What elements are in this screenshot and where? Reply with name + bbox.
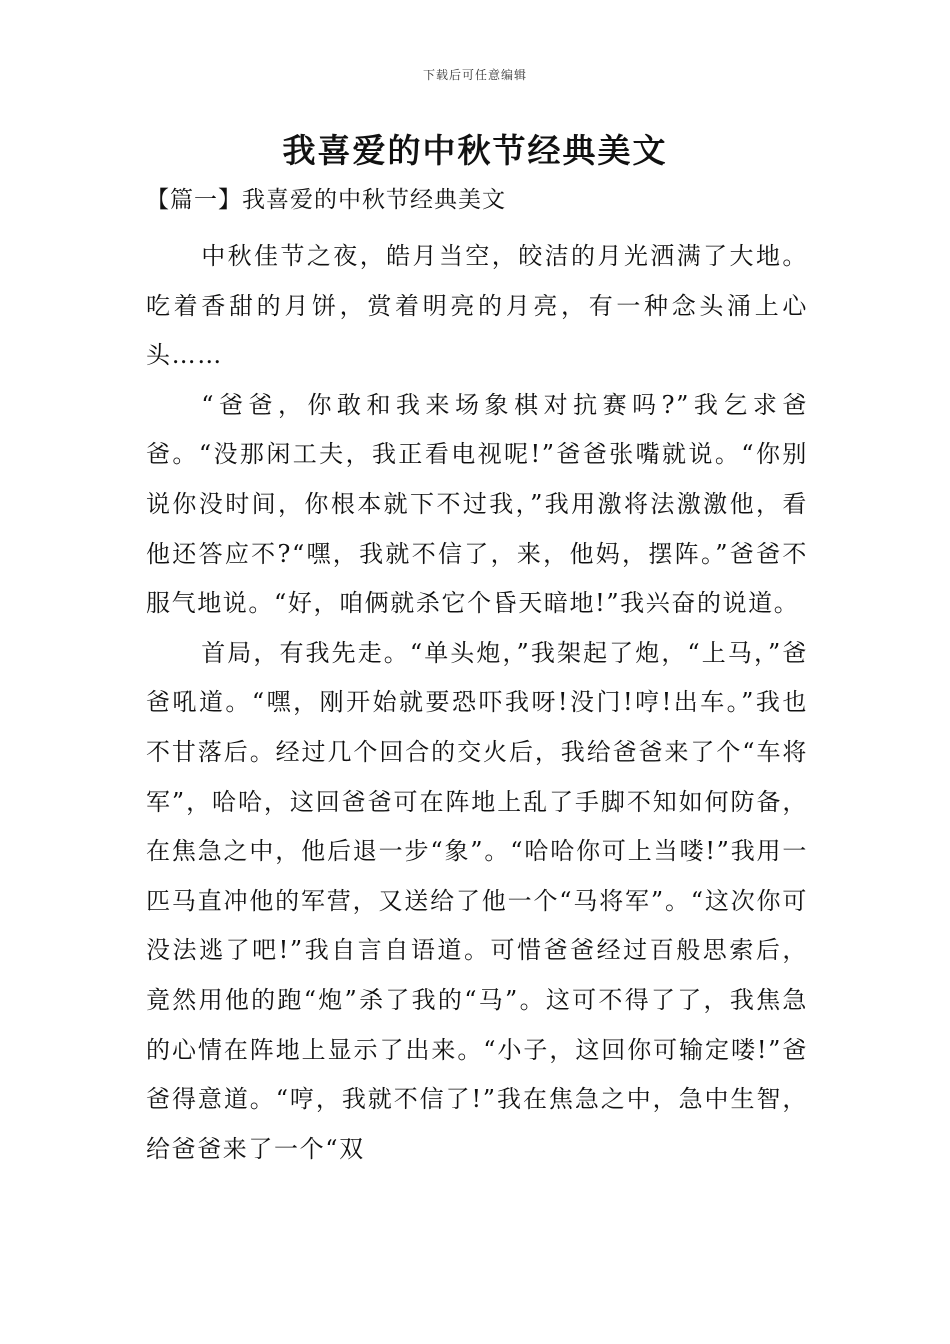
- document-body: [146, 182, 808, 1174]
- document-title: 我喜爱的中秋节经典美文: [282, 131, 668, 170]
- paragraph-3: 首局，有我先走。“单头炮，”我架起了炮，“上马，”爸爸吼道。“嘿，刚开始就要恐吓我呀!没门!哼!出车。”我也不甘落后。经过几个回合的交火后，我给爸爸来了个“车将军”，哈哈，这回爸爸可在阵地上乱了手脚不知如何防备，在焦急之中，他后退一步“象”。“哈哈你可上当喽!”我用一匹马直冲他的军营，又送给了他一个“马将军”。“这次你可没法逃了吧!”我自言自语道。可惜爸爸经过百般思索后，竟然用他的跑“炮”杀了我的“马”。这可不得了了，我焦急的心情在阵地上显示了出来。“小子，这回你可输定喽!”爸爸得意道。“哼，我就不信了!”我在焦急之中，急中生智，给爸爸来了一个“双: [146, 638, 808, 1163]
- paragraph-1: 中秋佳节之夜，皓月当空，皎洁的月光洒满了大地。吃着香甜的月饼，赏着明亮的月亮，有一种念头涌上心头……: [146, 242, 808, 370]
- section-heading: 【篇一】我喜爱的中秋节经典美文: [146, 187, 506, 213]
- paragraph-2: “爸爸，你敢和我来场象棋对抗赛吗?”我乞求爸爸。“没那闲工夫，我正看电视呢!”爸爸张嘴就说。“你别说你没时间，你根本就下不过我，”我用激将法激激他，看他还答应不?“嘿，我就不信了，来，他妈，摆阵。”爸爸不服气地说。“好，咱俩就杀它个昏天暗地!”我兴奋的说道。: [146, 390, 808, 618]
- header-note: 下载后可任意编辑: [422, 68, 527, 82]
